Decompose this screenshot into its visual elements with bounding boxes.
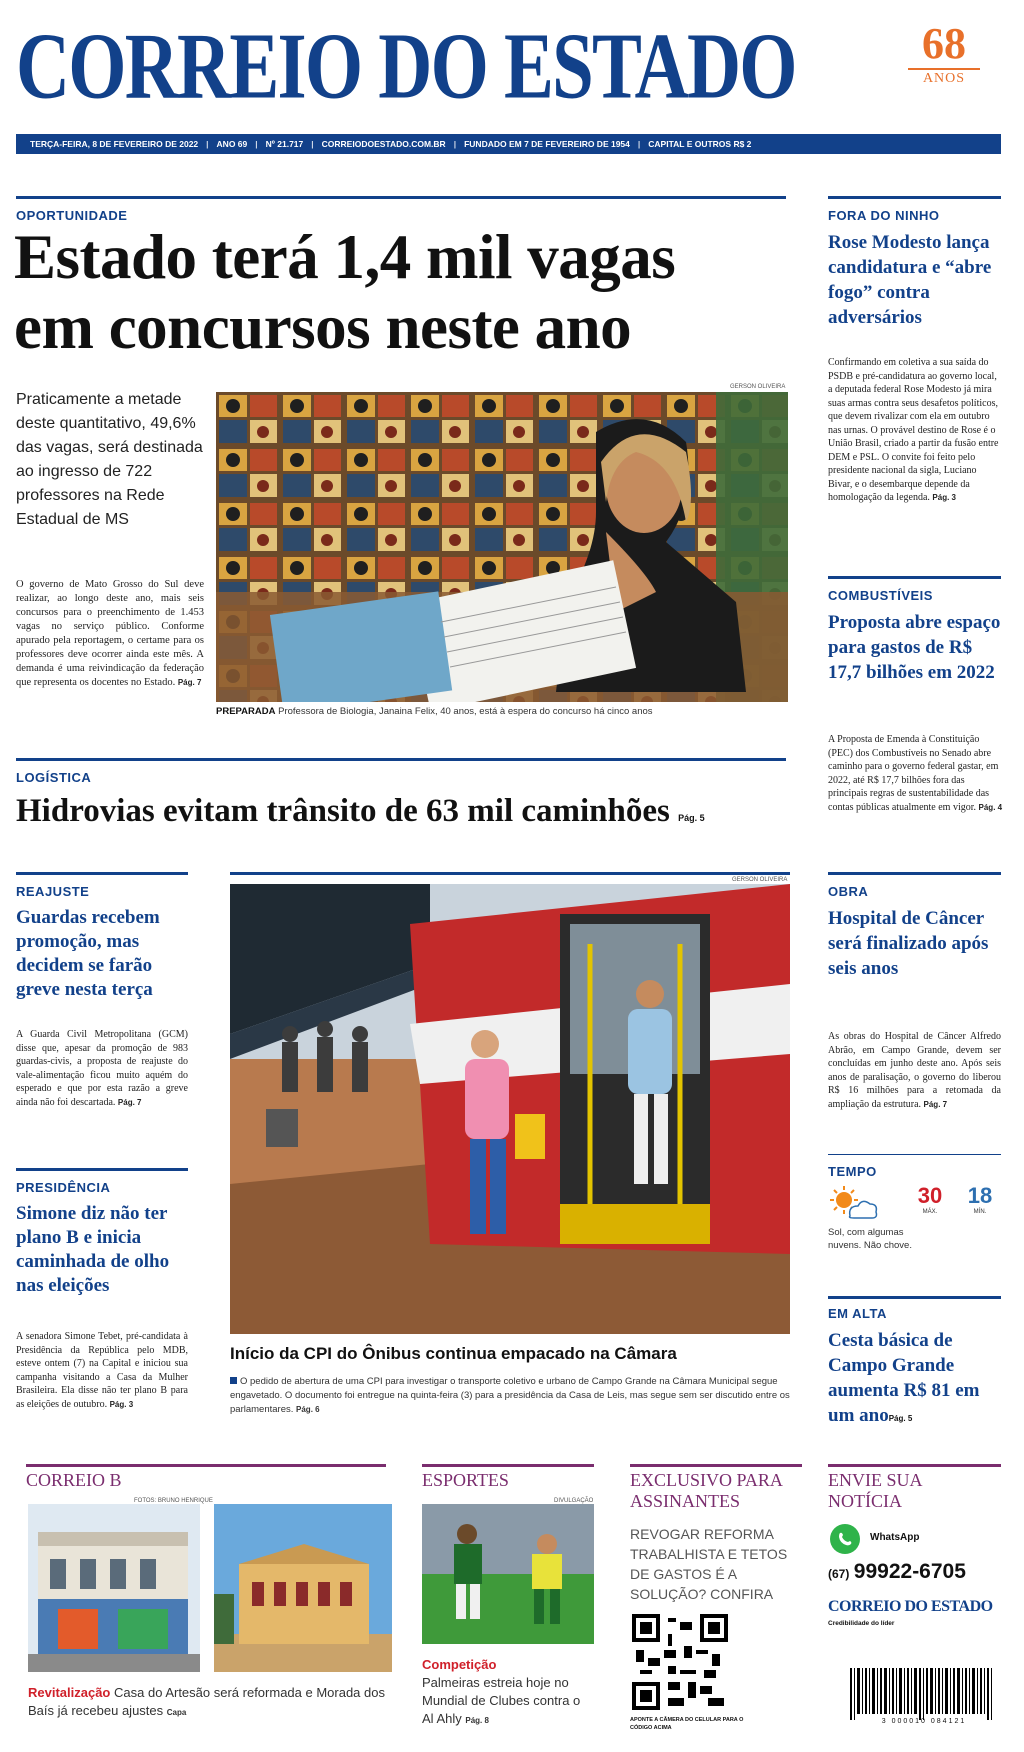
cpi-rule [230,872,790,875]
esportes-photo-credit: DIVULGAÇÃO [554,1498,594,1504]
cpi-photo-credit: GERSON OLIVEIRA [732,877,788,883]
temp-max: 30 [917,1183,943,1208]
tempo-rule [828,1154,1001,1155]
emalta-headline-text: Cesta básica de Campo Grande aumenta R$ 81 em um ano [828,1330,980,1426]
reajuste-page-ref[interactable]: Pág. 7 [117,1097,142,1107]
correio-b-rule [26,1464,386,1467]
presidencia-body-text: A senadora Simone Tebet, pré-candidata à Presidência da República pelo MDB, esteve ontem (7) na Capital e iniciou sua campanha visitando a Casa da Mulher Brasileira. Ela disse não ter plano B para as eleições de outubro. [16,1331,188,1410]
founded: FUNDADO EM 7 DE FEVEREIRO DE 1954 [464,139,630,149]
temp-min-label: MÍN. [973,1209,987,1215]
correio-b-title[interactable]: CORREIO B [26,1470,122,1490]
phone-ddd: (67) [828,1567,850,1581]
lead-deck: Praticamente a metade deste quantitativo, 49,6% das vagas, será destinada ao ingresso de 722 professores na Rede Estadual de MS [16,391,203,528]
cpi-headline[interactable]: Início da CPI do Ônibus continua empacado na Câmara [230,1344,677,1363]
cpi-page-ref[interactable]: Pág. 6 [296,1405,320,1414]
temp-max-label: MÁX. [922,1209,938,1215]
side1-page-ref[interactable]: Pág. 3 [932,493,956,502]
lead-headline-line-2: em concursos neste ano [14,292,632,362]
lead-caption [216,706,788,717]
correio-b-photo-credit: FOTOS: BRUNO HENRIQUE [134,1498,213,1504]
logistica-page-ref[interactable]: Pág. 5 [678,813,705,823]
emalta-headline[interactable] [828,1328,1003,1431]
envie-rule [828,1464,1001,1467]
anniversary-label: ANOS [908,68,980,87]
cpi-body [230,1375,790,1417]
lead-headline[interactable] [14,222,804,362]
lead-photo-credit: GERSON OLIVEIRA [730,384,786,390]
presidencia-rule [16,1168,188,1171]
esportes-rule [422,1464,594,1467]
side2-body-text: A Proposta de Emenda à Constituição (PEC) dos Combustíveis no Senado abre caminho para o governo federal gastar, em 2022, até R$ 17,7 bilhões fora das principais regras de sustentabilidade das contas públicas atualmente em vigor. [828,734,999,813]
lead-headline-line-1: Estado terá 1,4 mil vagas [14,222,676,292]
lead-rule [16,196,786,199]
presidencia-page-ref[interactable]: Pág. 3 [109,1399,134,1409]
lead-photo-illustration [216,392,788,702]
masthead-title: CORREIO DO ESTADO [16,12,796,119]
side1-body [828,356,1003,505]
side2-body [828,733,1003,814]
correio-b-text[interactable] [28,1684,388,1722]
lead-kicker: OPORTUNIDADE [16,208,128,223]
phone-number: 99922-6705 [853,1560,966,1583]
temp-min: 18 [967,1183,993,1208]
presidencia-headline[interactable]: Simone diz não ter plano B e inicia caminhada de olho nas eleições [16,1203,170,1296]
whatsapp-label: WhatsApp [870,1532,920,1543]
correio-b-label: Revitalização [28,1685,111,1700]
reajuste-rule [16,872,188,875]
whatsapp-icon[interactable] [830,1524,860,1554]
emalta-page-ref[interactable]: Pág. 5 [888,1414,913,1423]
correio-b-text-body: Casa do Artesão será reformada e Morada dos Baís já recebeu ajustes [28,1685,385,1718]
side2-rule [828,576,1001,579]
whatsapp-number[interactable] [828,1560,966,1584]
year: ANO 69 [216,139,248,149]
side2-kicker: COMBUSTÍVEIS [828,588,933,603]
side2-page-ref[interactable]: Pág. 4 [978,802,1003,812]
obra-rule [828,872,1001,875]
cpi-body-text: O pedido de abertura de uma CPI para investigar o transporte coletivo e urbano de Campo Grande na Câmara Municipal segue engavetado. O documento foi entregue na quinta-feira (3) para a presidência da Casa de Leis, mas segue sem ser discutido entre os parlamentares. [230,1376,790,1415]
lead-body-text: O governo de Mato Grosso do Sul deve realizar, ao longo deste ano, mais seis concursos para o preenchimento de 1.453 vagas no serviço público. Conforme apurado pela reportagem, o certame para os professores deve ocorrer ainda este mês. A demanda é uma reivindicação da federação que representa os docentes no Estado. [16,579,204,688]
side1-rule [828,196,1001,199]
lead-caption-text: Professora de Biologia, Janaina Felix, 40 anos, está à espera do concurso há cinco anos [278,706,653,717]
presidencia-body [16,1330,188,1411]
barcode-digits: 3 000010 084121 [881,1718,967,1725]
exclusivo-text[interactable]: REVOGAR REFORMA TRABALHISTA E TETOS DE GASTOS É A SOLUÇÃO? CONFIRA [630,1526,788,1602]
lead-page-ref[interactable]: Pág. 7 [177,678,202,687]
cpi-photo [230,884,790,1334]
obra-body-text: As obras do Hospital de Câncer Alfredo Abrão, em Campo Grande, devem ser concluídas em junho deste ano. Após seis anos de paralisação, o governo do liberou R$ 16 milhões para a retomada da ampliação da estrutura. [828,1031,1001,1110]
qr-code-icon[interactable] [632,1614,728,1710]
reajuste-headline[interactable]: Guardas recebem promoção, mas decidem se farão greve nesta terça [16,907,160,1000]
obra-headline[interactable]: Hospital de Câncer será finalizado após seis anos [828,908,989,979]
logistica-rule [16,758,786,761]
correio-b-page-ref[interactable]: Capa [166,1708,187,1717]
palmeiras-photo [422,1504,594,1644]
esportes-text-body: Palmeiras estreia hoje no Mundial de Clubes contra o Al Ahly [422,1675,581,1726]
lead-photo [216,392,788,702]
obra-kicker: OBRA [828,884,869,899]
lead-caption-label: PREPARADA [216,706,276,717]
side2-headline[interactable]: Proposta abre espaço para gastos de R$ 17,7 bilhões em 2022 [828,612,1001,683]
logistica-headline-text: Hidrovias evitam trânsito de 63 mil caminhões [16,793,670,829]
date: TERÇA-FEIRA, 8 DE FEVEREIRO DE 2022 [30,139,199,149]
lead-body [16,578,204,690]
obra-body [828,1030,1001,1111]
info-bar: TERÇA-FEIRA, 8 DE FEVEREIRO DE 2022 | ANO 69 | Nº 21.717 | CORREIODOESTADO.COM.BR | FUNDADO EM 7 DE FEVEREIRO DE 1954 | CAPITAL E OUTROS R$ 2 [16,134,1001,154]
qr-caption: APONTE A CÂMERA DO CELULAR PARA O CÓDIGO ACIMA [630,1717,744,1731]
tempo-kicker: TEMPO [828,1164,877,1179]
esportes-page-ref[interactable]: Pág. 8 [465,1716,489,1725]
exclusivo-title[interactable]: EXCLUSIVO PARA ASSINANTES [630,1470,782,1511]
reajuste-body [16,1028,188,1109]
cpi-bullet-icon [230,1377,237,1384]
emalta-kicker: EM ALTA [828,1306,887,1321]
price: CAPITAL E OUTROS R$ 2 [648,139,752,149]
anniversary-number: 68 [922,19,966,68]
reajuste-body-text: A Guarda Civil Metropolitana (GCM) disse que, apesar da promoção de 983 guardas-civis, a proposta de reajuste do vale-alimentação ficou muito aquém do esperado e que por esta razão a greve ainda não foi descartada. [16,1029,188,1108]
anniversary-badge [908,19,980,87]
sun-cloud-icon [828,1184,880,1224]
exclusivo-rule [630,1464,802,1467]
side1-kicker: FORA DO NINHO [828,208,940,223]
bus-station-illustration [230,884,790,1334]
footer-tagline: Credibilidade do líder [828,1620,895,1627]
reajuste-kicker: REAJUSTE [16,884,90,899]
esportes-label: Competição [422,1657,497,1672]
envie-title[interactable]: ENVIE SUA NOTÍCIA [828,1470,922,1511]
footer-brand: CORREIO DO ESTADO [828,1598,993,1615]
obra-page-ref[interactable]: Pág. 7 [923,1099,948,1109]
edition-number: Nº 21.717 [265,139,304,149]
website[interactable]: CORREIODOESTADO.COM.BR [321,139,446,149]
side1-headline[interactable]: Rose Modesto lança candidatura e “abre fogo” contra adversários [828,232,992,328]
emalta-rule [828,1296,1001,1299]
presidencia-kicker: PRESIDÊNCIA [16,1180,111,1195]
esportes-title[interactable]: ESPORTES [422,1470,509,1490]
side1-body-text: Confirmando em coletiva a sua saída do PSDB e pré-candidatura ao governo local, a deputada federal Rose Modesto já mira suas armas contra seus desafetos políticos, que devem rivalizar com ela em outubro nas urnas. O provável destino de Rose é o União Brasil, criado a partir da fusão entre DEM e PSL. O convite foi feito pelo presidente nacional da sigla, Luciano Bivar, e o desembarque depende da homologação da legenda. [828,357,999,503]
casa-artesao-photo [28,1504,200,1672]
tempo-desc: Sol, com algumas nuvens. Não chove. [828,1227,912,1251]
logistica-kicker: LOGÍSTICA [16,770,92,785]
morada-bais-photo [214,1504,392,1672]
logistica-headline[interactable] [16,790,796,839]
esportes-text[interactable] [422,1656,594,1730]
